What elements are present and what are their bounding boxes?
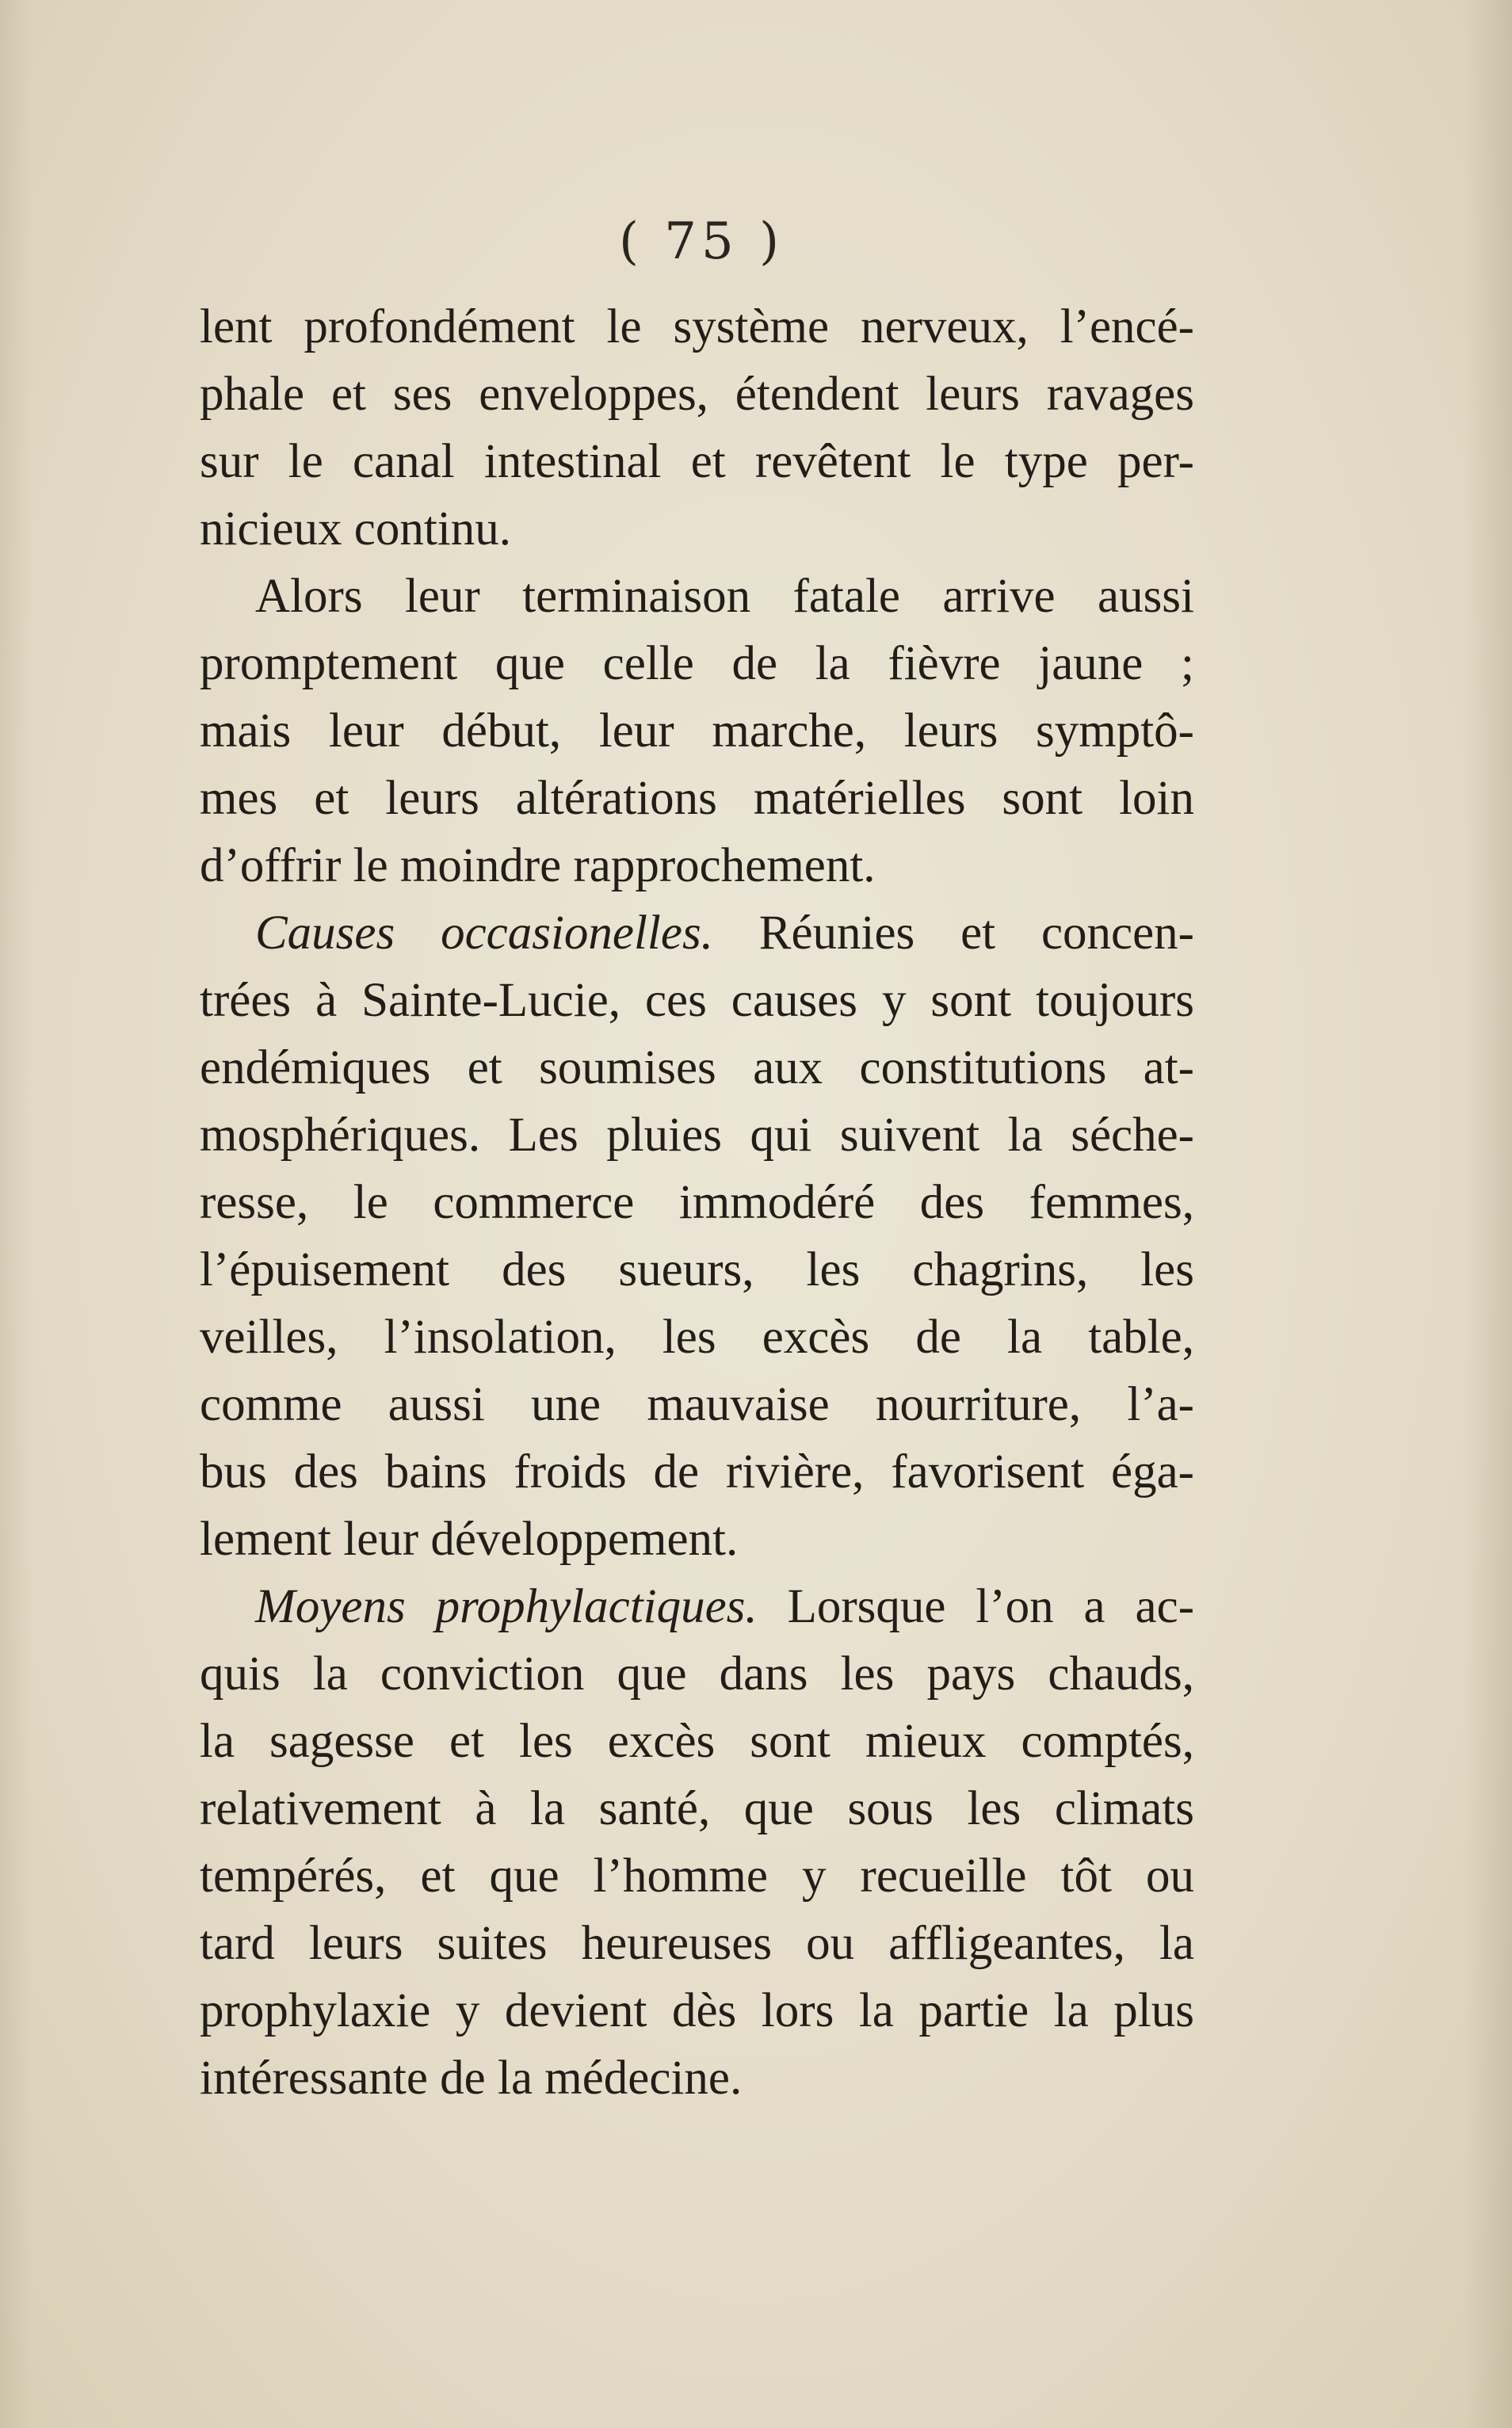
text-line: d’offrir le moindre rapprochement. (200, 839, 876, 892)
page-shadow-left (0, 0, 32, 2428)
text-line: sur le canal intestinal et revêtent le type per- (200, 435, 1194, 488)
text-line: endémiques et soumises aux constitutions at- (200, 1041, 1194, 1094)
text-line: l’épuisement des sueurs, les chagrins, les (200, 1243, 1194, 1296)
text-line: la sagesse et les excès sont mieux comptés, (200, 1715, 1194, 1768)
paragraph-1 (200, 293, 1194, 563)
text-line (200, 899, 1194, 967)
text-line: mosphériques. Les pluies qui suivent la séche- (200, 1109, 1194, 1162)
text-line: tard leurs suites heureuses ou affligeantes, la (200, 1917, 1194, 1970)
text-line: promptement que celle de la fièvre jaune ; (200, 637, 1194, 690)
text-line: phale et ses enveloppes, étendent leurs ravages (200, 368, 1194, 421)
text-line: bus des bains froids de rivière, favorisent éga- (200, 1445, 1194, 1498)
text-line: veilles, l’insolation, les excès de la table, (200, 1311, 1194, 1364)
text-line: lent profondément le système nerveux, l’encé- (200, 300, 1194, 353)
text-line-content: Alors leur terminaison fatale arrive aussi (255, 570, 1194, 623)
text-line-content: Lorsque l’on a ac- (757, 1580, 1195, 1633)
text-line: tempérés, et que l’homme y recueille tôt ou (200, 1850, 1194, 1903)
text-line: resse, le commerce immodéré des femmes, (200, 1176, 1194, 1229)
text-line: mais leur début, leur marche, leurs symptô- (200, 704, 1194, 758)
body-text (200, 293, 1194, 2112)
text-line (200, 563, 1194, 630)
text-line: relativement à la santé, que sous les climats (200, 1782, 1194, 1835)
paragraph-2 (200, 563, 1194, 899)
text-line-content: Réunies et concen- (712, 907, 1194, 960)
text-line: lement leur développement. (200, 1513, 739, 1566)
text-line: intéressante de la médecine. (200, 2052, 743, 2105)
page-number: ( 75 ) (618, 212, 785, 271)
section-heading-moyens: Moyens prophylactiques. (255, 1580, 758, 1633)
text-line: trées à Sainte-Lucie, ces causes y sont toujours (200, 974, 1194, 1027)
text-line: comme aussi une mauvaise nourriture, l’a- (200, 1378, 1194, 1431)
section-heading-causes: Causes occasionelles. (255, 907, 713, 960)
text-line: nicieux continu. (200, 502, 512, 555)
text-line: quis la conviction que dans les pays chauds, (200, 1647, 1194, 1701)
paragraph-4 (200, 1573, 1194, 2112)
text-line (200, 1573, 1194, 1640)
text-line: mes et leurs altérations matérielles sont loin (200, 772, 1194, 825)
paragraph-3 (200, 899, 1194, 1573)
text-line: prophylaxie y devient dès lors la partie la plus (200, 1984, 1194, 2037)
page-shadow-right (1464, 0, 1512, 2428)
